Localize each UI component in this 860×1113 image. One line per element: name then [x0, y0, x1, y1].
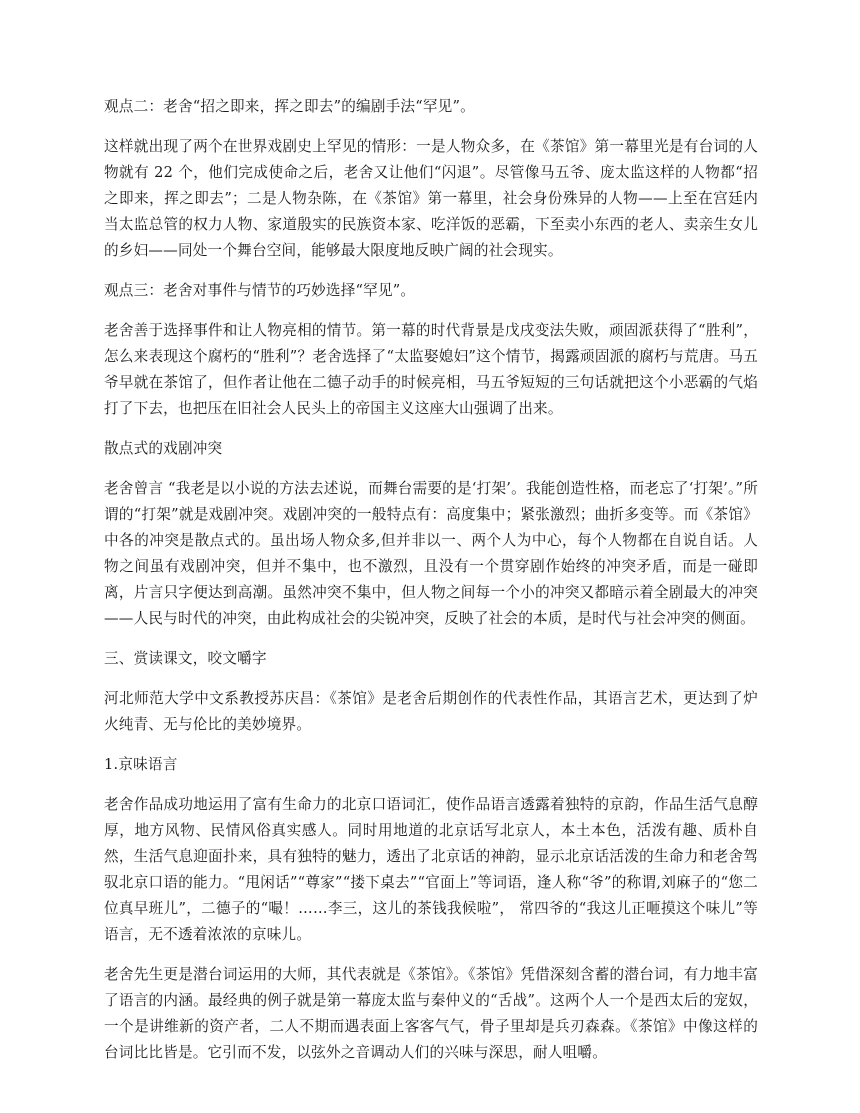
section-heading-viewpoint-two: 观点二：老舍“招之即来，挥之即去”的编剧手法“罕见”。: [104, 98, 475, 115]
paragraph-conflict: 老舍曾言 “我老是以小说的方法去述说，而舞台需要的是‘打架’。我能创造性格，而老忘了‘打架’。”所谓的“打架”就是戏剧冲突。戏剧冲突的一般特点有：高度集中；紧张激烈；曲折多变等。而《茶馆》中各的冲突是散点式的。虽出场人物众多,但并非以一、两个人为中心，每个人物都在自说自话。人物之间虽有戏剧冲突，但并不集中，也不激烈，且没有一个贯穿剧作始终的冲突矛盾，而是一碰即离，片言只字便达到高潮。虽然冲突不集中，但人物之间每一个小的冲突又都暗示着全剧最大的冲突——人民与时代的冲突，由此构成社会的尖锐冲突，反映了社会的本质，是时代与社会冲突的侧面。: [104, 480, 758, 627]
paragraph-events-plot: 老舍善于选择事件和让人物亮相的情节。第一幕的时代背景是戊戌变法失败，顽固派获得了“胜利”，怎么来表现这个腐朽的“胜利”？老舍选择了“太监娶媳妇”这个情节，揭露顽固派的腐朽与荒唐。马五爷早就在茶馆了，但作者让他在二德子动手的时候亮相，马五爷短短的三句话就把这个小恶霸的气焰打了下去，也把压在旧社会人民头上的帝国主义这座大山强调了出来。: [104, 322, 758, 417]
paragraph-beijing-dialect: 老舍作品成功地运用了富有生命力的北京口语词汇，使作品语言透露着独特的京韵，作品生活气息醇厚，地方风物、民情风俗真实感人。同时用地道的北京话写北京人，本土本色，活泼有趣、质朴自然，生活气息迎面扑来，具有独特的魅力，透出了北京话的神韵，显示北京话活泼的生命力和老舍驾驭北京口语的能力。“甩闲话”“尊家”“搂下桌去”“官面上”等词语，逢人称“爷”的称谓,刘麻子的“您二位真早班儿”，二德子的“嘬！……李三，这儿的茶钱我候啦”， 常四爷的“我这儿正咂摸这个味儿”等语言，无不透着浓浓的京味儿。: [104, 796, 758, 943]
paragraph-characters: 这样就出现了两个在世界戏剧史上罕见的情形：一是人物众多，在《茶馆》第一幕里光是有台词的人物就有 22 个，他们完成使命之后，老舍又让他们“闪退”。尽管像马五爷、庞太监这样的人物都“招之即来，挥之即去”；二是人物杂陈，在《茶馆》第一幕里，社会身份殊异的人物——上至在宫廷内当太监总管的权力人物、家道殷实的民族资本家、吃洋饭的恶霸，下至卖小东西的老人、卖亲生女儿的乡妇——同处一个舞台空间，能够最大限度地反映广阔的社会现实。: [104, 138, 758, 259]
document-body: [104, 94, 758, 1080]
section-heading-viewpoint-three: 观点三：老舍对事件与情节的巧妙选择“罕见”。: [104, 282, 416, 299]
section-heading-beijing-language: 1.京味语言: [104, 756, 178, 773]
section-heading-reading: 三、赏读课文，咬文嚼字: [104, 650, 267, 667]
section-heading-dramatic-conflict: 散点式的戏剧冲突: [104, 440, 223, 457]
paragraph-subtext: 老舍先生更是潜台词运用的大师，其代表就是《茶馆》。《茶馆》凭借深刻含蓄的潜台词，有力地丰富了语言的内涵。最经典的例子就是第一幕庞太监与秦仲义的“舌战”。这两个人一个是西太后的宠奴，一个是讲维新的资产者，二人不期而遇表面上客客气气，骨子里却是兵刃森森。《茶馆》中像这样的台词比比皆是。它引而不发，以弦外之音调动人们的兴味与深思，耐人咀嚼。: [104, 966, 758, 1061]
paragraph-professor-quote: 河北师范大学中文系教授苏庆昌：《茶馆》是老舍后期创作的代表性作品，其语言艺术，更达到了炉火纯青、无与伦比的美妙境界。: [104, 690, 758, 733]
